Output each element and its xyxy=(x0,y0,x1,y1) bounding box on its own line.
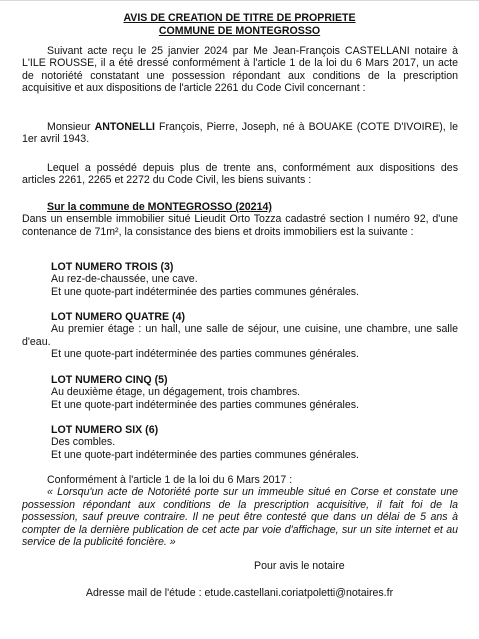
lot-4 xyxy=(22,311,458,361)
lot-heading: LOT NUMERO QUATRE (4) xyxy=(51,311,185,323)
commune-description: Dans un ensemble immobilier situé Lieudit Orto Tozza cadastré section I numéro 92, d'une contenance de 71m², la consistance des biens et droits immobiliers est la suivante : xyxy=(22,213,458,238)
possession-paragraph: Lequel a possédé depuis plus de trente ans, conformément aux dispositions des articles 2261, 2265 et 2272 du Code Civil, les biens suivants : xyxy=(22,162,458,187)
law-quote: « Lorsqu'un acte de Notoriété porte sur un immeuble situé en Corse et constate une possession répondant aux conditions de la prescription acquisitive, il fait foi de la possession, sauf preuve contraire. Il ne peut être contesté que dans un délai de 5 ans à compter de la dernière publication de cet acte par voie d'affichage, sur un site internet et au service de la publicité foncière. » xyxy=(22,486,458,549)
notice-title: AVIS DE CREATION DE TITRE DE PROPRIETE xyxy=(123,12,356,24)
lot-share: Et une quote-part indéterminée des parties communes générales. xyxy=(51,285,359,298)
lot-share: Et une quote-part indéterminée des parties communes générales. xyxy=(51,448,359,461)
lot-description: Des combles. xyxy=(51,436,116,449)
notice-subtitle: COMMUNE DE MONTEGROSSO xyxy=(158,25,321,37)
study-email: Adresse mail de l'étude : etude.castellani.coriatpoletti@notaires.fr xyxy=(85,587,394,599)
owner-details: François, Pierre, Joseph, né à BOUAKE (COTE D'IVOIRE), le 1er avril 1943. xyxy=(22,121,458,146)
commune-heading: Sur la commune de MONTEGROSSO (20214) xyxy=(47,201,272,213)
lot-heading: LOT NUMERO TROIS (3) xyxy=(51,261,174,273)
law-section xyxy=(22,474,458,548)
closing-signature: Pour avis le notaire xyxy=(254,560,345,572)
law-intro: Conformément à l'article 1 de la loi du 6 Mars 2017 : xyxy=(47,474,293,486)
lot-share: Et une quote-part indéterminée des parties communes générales. xyxy=(51,398,359,411)
lot-description: Au deuxième étage, un dégagement, trois chambres. xyxy=(51,386,301,399)
lot-description: Au premier étage : un hall, une salle de séjour, une cuisine, une chambre, une salle d'eau. xyxy=(22,323,458,348)
lot-3 xyxy=(22,261,479,298)
lot-heading: LOT NUMERO SIX (6) xyxy=(51,424,159,436)
owner-paragraph xyxy=(22,121,458,146)
commune-section xyxy=(22,201,458,238)
lot-heading: LOT NUMERO CINQ (5) xyxy=(51,374,168,386)
intro-paragraph: Suivant acte reçu le 25 janvier 2024 par Me Jean-François CASTELLANI notaire à L'ILE ROUSSE, il a été dressé conformément à l'article 1 de la loi du 6 Mars 2017, un acte de notoriété constatant une possession répondant aux conditions de la prescription acquisitive et aux dispositions de l'article 2261 du Code Civil concernant : xyxy=(22,45,458,95)
owner-prefix: Monsieur xyxy=(47,121,95,133)
lot-5 xyxy=(22,374,479,411)
lot-6 xyxy=(22,424,479,461)
lot-description: Au rez-de-chaussée, une cave. xyxy=(51,273,198,286)
owner-surname: ANTONELLI xyxy=(94,121,156,133)
lot-share: Et une quote-part indéterminée des parties communes générales. xyxy=(51,348,359,361)
